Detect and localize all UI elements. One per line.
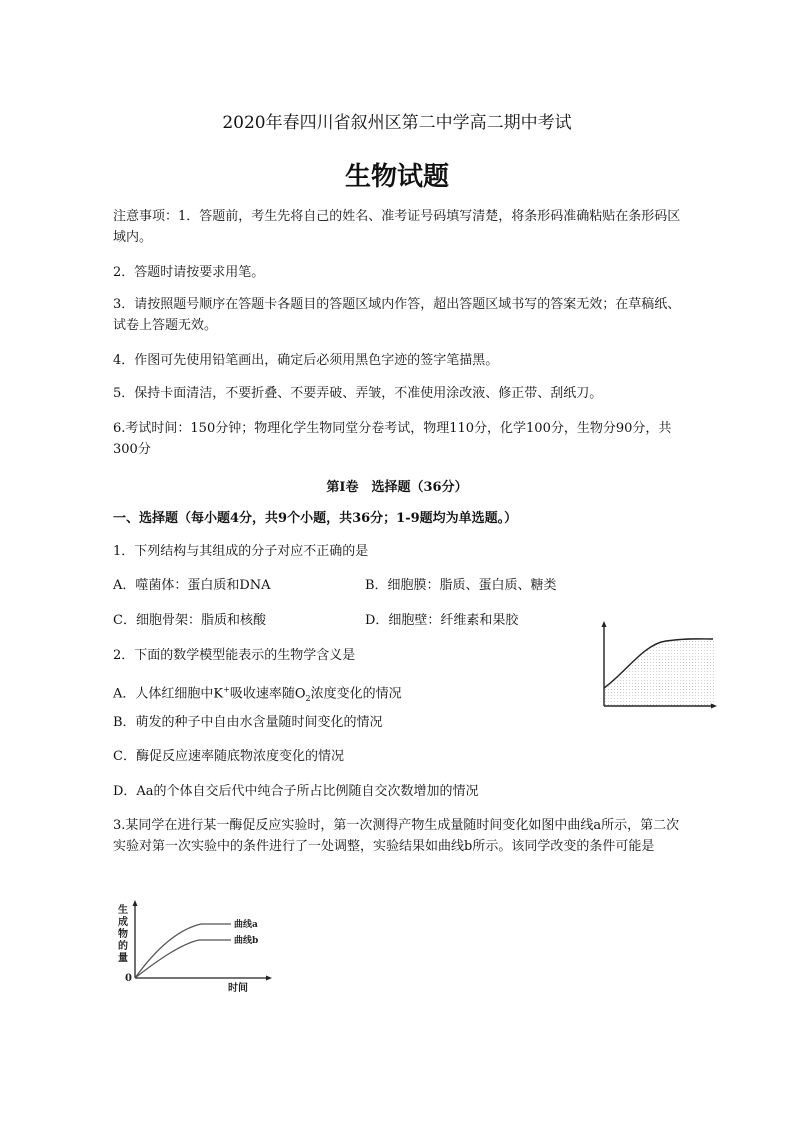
curve-a-label: 曲线a [234, 920, 258, 930]
q1-option-d: D．细胞壁：纤维素和果胶 [365, 613, 519, 628]
q2-option-a [113, 681, 402, 708]
curve-b-label: 曲线b [234, 936, 259, 946]
figure-ylabel-char-2: 成 [118, 917, 128, 928]
q2-option-a-superscript: + [223, 685, 230, 694]
q2-stem: 2．下面的数学模型能表示的生物学含义是 [113, 648, 356, 663]
q3-figure [113, 898, 273, 994]
figure-ylabel-char-3: 物 [118, 929, 128, 940]
section-heading: 一、选择题（每小题4分，共9个小题，共36分；1-9题均为单选题。） [113, 511, 518, 526]
figure-origin-label: 0 [125, 973, 132, 984]
q1-option-a: A．噬菌体：蛋白质和DNA [113, 578, 271, 593]
q2-graph [596, 620, 718, 712]
note-1: 注意事项：1．答题前，考生先将自己的姓名、准考证号码填写清楚，将条形码准确粘贴在条形码区域内。 [113, 209, 681, 245]
q2-option-a-subscript: 2 [305, 693, 311, 703]
note-6: 6.考试时间：150分钟；物理化学生物同堂分卷考试，物理110分，化学100分，生物分90分，共300分 [113, 421, 672, 457]
figure-xlabel: 时间 [228, 983, 248, 994]
q1-option-c: C．细胞骨架：脂质和核酸 [113, 613, 266, 628]
q2-option-a-text3: 浓度变化的情况 [310, 686, 402, 702]
q1-stem: 1．下列结构与其组成的分子对应不正确的是 [113, 544, 369, 559]
q2-option-a-text2: 吸收速率随O [229, 686, 306, 702]
curve-a [135, 924, 231, 978]
exam-title: 2020年春四川省叙州区第二中学高二期中考试 [222, 113, 572, 133]
q2-option-a-text1: A．人体红细胞中K [113, 686, 224, 702]
figure-x-arrow [266, 976, 272, 981]
figure-ylabel-char-1: 生 [118, 905, 128, 916]
q1-option-b: B．细胞膜：脂质、蛋白质、糖类 [365, 578, 557, 593]
note-4: 4．作图可先使用铅笔画出，确定后必须用黑色字迹的签字笔描黑。 [113, 353, 499, 368]
note-3: 3．请按照题号顺序在答题卡各题目的答题区域内作答，超出答题区域书写的答案无效；在草稿纸、试卷上答题无效。 [113, 297, 681, 333]
figure-y-arrow [133, 900, 138, 906]
q2-option-d: D．Aa的个体自交后代中纯合子所占比例随自交次数增加的情况 [113, 784, 479, 799]
figure-ylabel-char-4: 的 [118, 941, 128, 952]
note-2: 2．答题时请按要求用笔。 [113, 265, 265, 280]
note-5: 5．保持卡面清洁，不要折叠、不要弄破、弄皱，不准使用涂改液、修正带、刮纸刀。 [113, 386, 603, 401]
section-title: 第I卷 选择题（36分） [326, 480, 468, 495]
q3-stem: 3.某同学在进行某一酶促反应实验时，第一次测得产物生成量随时间变化如图中曲线a所示，第二次实验对第一次实验中的条件进行了一处调整，实验结果如曲线b所示。该同学改变的条件可能是 [113, 818, 680, 854]
figure-ylabel-char-5: 量 [118, 953, 128, 964]
subject-title: 生物试题 [344, 162, 449, 192]
q2-option-b: B．萌发的种子中自由水含量随时间变化的情况 [113, 715, 383, 730]
q2-option-c: C．酶促反应速率随底物浓度变化的情况 [113, 749, 344, 764]
